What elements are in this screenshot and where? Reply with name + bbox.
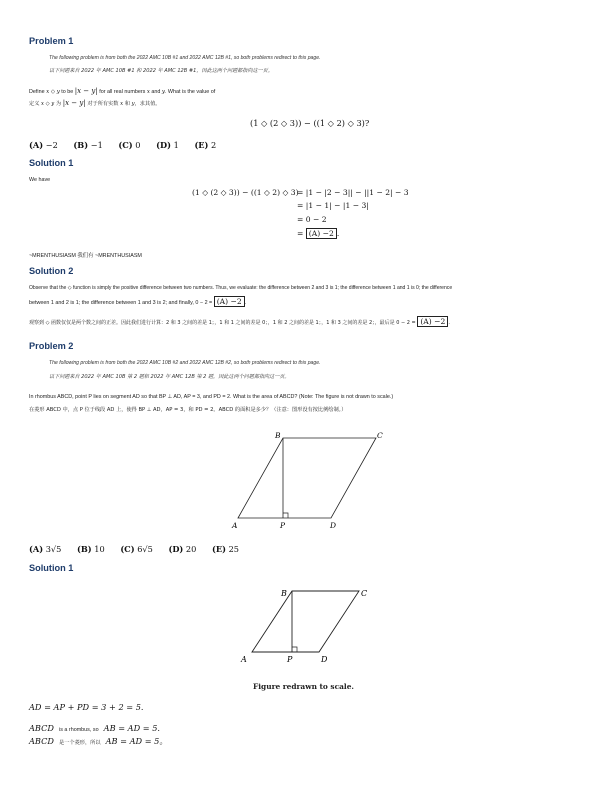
p2-solution1-title: Solution 1 <box>29 563 74 573</box>
label-b: B <box>275 431 281 440</box>
p2-solution-line1: AD = AP + PD = 3 + 2 = 5. <box>29 702 144 712</box>
problem1-choices <box>29 140 216 150</box>
rhombus-figure-to-scale <box>236 584 376 666</box>
solution2-en-answer-box: (A) −2 <box>214 296 245 307</box>
label-a: A <box>232 521 238 530</box>
problem1-statement-en: Define x ◇ y to be |x − y| for all real numbers x and y. What is the value of <box>29 87 216 95</box>
label-b-scaled: B <box>281 589 287 598</box>
label-p-scaled: P <box>287 655 293 664</box>
rhombus-outline <box>238 438 376 518</box>
right-angle-mark-scaled <box>292 647 297 652</box>
problem1-note-zh: 以下问题来自 2022 年 AMC 10B #1 和 2022 年 AMC 12B #1，因此这两个问题都指向这一页。 <box>49 68 273 74</box>
label-a-scaled: A <box>241 655 247 664</box>
solution1-answer-box: (A) −2 <box>306 228 337 239</box>
p2-choice-b: (B) 10 <box>76 544 105 554</box>
solution1-line1: = |1 − |2 − 3|| − ||1 − 2| − 3 <box>297 188 409 197</box>
problem2-statement-zh: 在菱形 ABCD 中，点 P 位于线段 AD 上，使得 BP ⊥ AD，AP = 3，和 PD = 2。ABCD 的面积是多少？（注意：图形没有按比例绘制。） <box>29 407 347 413</box>
p2-choice-d: (D) 20 <box>168 544 197 554</box>
problem1-title: Problem 1 <box>29 36 74 46</box>
problem2-note-en: The following problem is from both the 2022 AMC 10B #2 and 2022 AMC 12B #2, so both problems redirect to this page. <box>49 360 321 366</box>
right-angle-mark <box>283 513 288 518</box>
solution1-lhs: (1 ◇ (2 ◇ 3)) − ((1 ◇ 2) ◇ 3) <box>192 188 299 197</box>
solution1-line3: = 0 − 2 <box>297 215 327 224</box>
label-d-scaled: D <box>321 655 328 664</box>
p2-choice-c: (C) 6√5 <box>120 544 153 554</box>
p2-choice-e: (E) 25 <box>211 544 239 554</box>
solution2-zh-line: 观察到 ◇ 函数仅仅是两个数之间的正差。因此我们进行计算：2 和 3 之间的差是 1；，1 和 1 之间的差是 0；，1 和 2 之间的差是 1；，1 和 3 之间的差是 2；，最后是 0 − 2 = (A) −2 . <box>29 317 450 326</box>
choice-b: (B) −1 <box>73 140 103 150</box>
solution2-zh-answer-box: (A) −2 <box>417 316 448 327</box>
problem2-title: Problem 2 <box>29 341 74 351</box>
problem2-choices <box>29 544 239 554</box>
rhombus-figure <box>225 428 395 533</box>
solution1-intro: We have <box>29 177 51 183</box>
solution2-title: Solution 2 <box>29 266 74 276</box>
choice-c: (C) 0 <box>118 140 141 150</box>
label-c-scaled: C <box>361 589 368 598</box>
p2-solution-line3: ABCD 是一个菱形，所以 AB = AD = 5。 <box>29 736 168 746</box>
problem1-expression: (1 ◇ (2 ◇ 3)) − ((1 ◇ 2) ◇ 3)? <box>250 118 370 128</box>
label-d: D <box>330 521 337 530</box>
solution1-line4: = (A) −2 . <box>297 229 340 238</box>
label-p: P <box>280 521 286 530</box>
problem1-statement-zh: 定义 x ◇ y 为 |x − y| 对于所有实数 x 和 y，求其值。 <box>29 99 161 107</box>
problem1-note-en: The following problem is from both the 2022 AMC 10B #1 and 2022 AMC 12B #1, so both problems redirect to this page. <box>49 55 321 61</box>
solution1-title: Solution 1 <box>29 158 74 168</box>
p2-choice-a: (A) 3√5 <box>29 544 62 554</box>
problem2-note-zh: 以下问题来自 2022 年 AMC 10B 第 2 题和 2022 年 AMC 12B 第 2 题，因此这两个问题都指向这一页。 <box>49 374 290 380</box>
solution1-line2: = |1 − 1| − |1 − 3| <box>297 201 369 210</box>
solution1-credit: ~MRENTHUSIASM 我们有 ~MRENTHUSIASM <box>29 253 142 259</box>
figure-caption: Figure redrawn to scale. <box>253 682 354 691</box>
p2-solution-line2: ABCD is a rhombus, so AB = AD = 5. <box>29 723 161 733</box>
label-c: C <box>377 431 383 440</box>
choice-d: (D) 1 <box>156 140 179 150</box>
problem2-statement-en: In rhombus ABCD, point P lies on segment AD so that BP ⊥ AD, AP = 3, and PD = 2. What is the area of ABCD? (Note: The figure is not drawn to scale.) <box>29 394 394 400</box>
solution2-en-line1: Observe that the ◇ function is simply the positive difference between two numbers. Thus, we evaluate: the difference between 2 and 3 is 1; the difference between 1 and 1 is 0; the difference <box>29 285 453 291</box>
choice-e: (E) 2 <box>194 140 217 150</box>
solution2-en-line2: between 1 and 2 is 1; the difference between 1 and 3 is 2; and finally, 0 − 2 = (A) −2 . <box>29 297 247 306</box>
choice-a: (A) −2 <box>29 140 58 150</box>
rhombus-outline-scaled <box>252 591 359 652</box>
